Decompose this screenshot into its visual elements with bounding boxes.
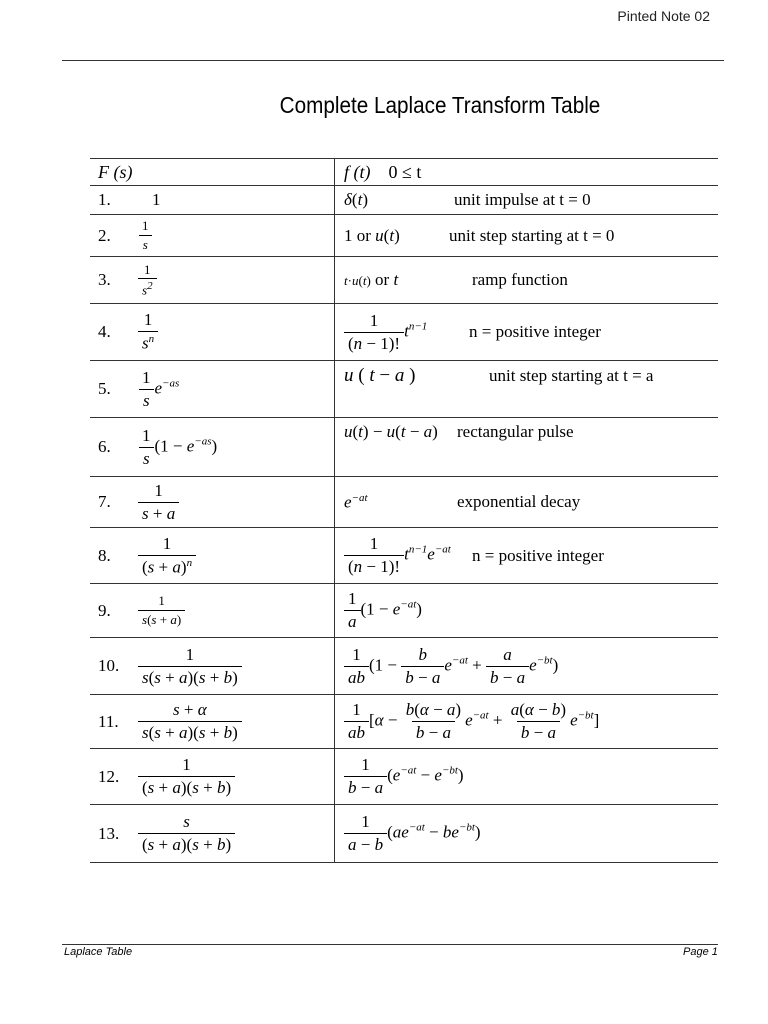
row-number: 1. — [98, 190, 111, 209]
table-row — [90, 749, 718, 805]
row-description: n = positive integer — [472, 545, 604, 565]
table-row — [90, 695, 718, 749]
time-cell: $\frac{1}{ab}$ [α − $\frac{b(\alpha - a)}{b - a}$ $e^{-at}$ + $\frac{a(\alpha - b)}{b - a}$ $e^{-bt}$] — [335, 695, 719, 749]
table-row — [90, 584, 718, 638]
time-cell: t·u(t) or t ramp function — [335, 257, 719, 304]
table-row — [90, 304, 718, 361]
header-note: Pinted Note 02 — [617, 8, 710, 24]
row-description: n = positive integer — [469, 322, 601, 341]
time-cell: $\frac{1}{(n - 1)!}$ $t^{n-1}e^{-at}$ n = positive integer — [335, 528, 719, 584]
time-cell: 1 or u(t) unit step starting at t = 0 — [335, 215, 719, 257]
transform-cell: 9. 1 s(s + a) — [90, 584, 335, 638]
row-description: exponential decay — [457, 492, 581, 511]
transform-cell: 5. $\frac{1}{s}$ $e^{-as}$ — [90, 361, 335, 418]
row-number: 11. — [98, 711, 119, 731]
transform-cell: 3. 1 $s^2$ — [90, 257, 335, 304]
transform-cell: 4. 1 $s^n$ — [90, 304, 335, 361]
row-number: 4. — [98, 322, 111, 341]
row-number: 2. — [98, 225, 111, 245]
time-cell: $\frac{1}{a}$ $(1 - e^{-at})$ — [335, 584, 719, 638]
table-row — [90, 638, 718, 695]
row-description: unit step starting at t = a — [489, 366, 654, 385]
col-t-label: f (t) — [344, 161, 371, 182]
table-row — [90, 361, 718, 418]
transform-cell: 13. s (s + a)(s + b) — [90, 805, 335, 863]
row-number: 13. — [98, 823, 120, 843]
table-row — [90, 186, 718, 215]
table-row — [90, 257, 718, 304]
row-number: 5. — [98, 379, 111, 398]
row-number: 3. — [98, 269, 111, 289]
time-cell: u ( t − a ) unit step starting at t = a — [335, 361, 719, 418]
table-row — [90, 528, 718, 584]
col-t-header — [335, 159, 719, 186]
table-row — [90, 805, 718, 863]
page-number: Page 1 — [683, 946, 718, 958]
time-cell: δ(t) unit impulse at t = 0 — [335, 186, 719, 215]
table-row — [90, 418, 718, 477]
row-number: 10. — [98, 656, 120, 675]
transform-cell: 7. 1 s + a — [90, 477, 335, 528]
row-description: unit step starting at t = 0 — [449, 225, 615, 245]
col-t-range: 0 ≤ t — [388, 161, 422, 182]
transform-cell: 2. 1 s — [90, 215, 335, 257]
time-cell: $\frac{1}{b - a}$ $(e^{-at} - e^{-bt})$ — [335, 749, 719, 805]
transform-cell: 1. 1 — [90, 186, 335, 215]
footer-left-label: Laplace Table — [64, 946, 133, 958]
transform-cell: 10. 1 s(s + a)(s + b) — [90, 638, 335, 695]
row-number: 8. — [98, 545, 111, 565]
transform-cell: 8. 1 $(s + a)^n$ — [90, 528, 335, 584]
page-title: Complete Laplace Transform Table — [279, 92, 601, 118]
col-f-header — [90, 159, 335, 186]
table-header-row — [90, 159, 718, 186]
header-divider — [62, 60, 724, 61]
time-cell: $\frac{1}{ab}$ (1 − $\frac{b}{b - a}$ $e^{-at}$ + $\frac{a}{b - a}$ $e^{-bt}$) — [335, 638, 719, 695]
row-description: ramp function — [472, 270, 568, 289]
transform-cell: 6. $\frac{1}{s}$ $(1 - e^{-as})$ — [90, 418, 335, 477]
transform-cell: 11. s + α s(s + a)(s + b) — [90, 695, 335, 749]
footer-divider — [62, 944, 718, 945]
time-cell: $\frac{1}{a - b}$ $(ae^{-at} - be^{-bt})$ — [335, 805, 719, 863]
row-description: rectangular pulse — [457, 422, 574, 441]
row-number: 7. — [98, 492, 111, 511]
col-f-label: F (s) — [98, 161, 133, 182]
time-cell: $e^{-at}$ exponential decay — [335, 477, 719, 528]
row-description: unit impulse at t = 0 — [454, 190, 591, 209]
transform-cell: 12. 1 (s + a)(s + b) — [90, 749, 335, 805]
time-cell: u(t) − u(t − a) rectangular pulse — [335, 418, 719, 477]
row-number: 6. — [98, 437, 111, 456]
table-row — [90, 477, 718, 528]
time-cell: $\frac{1}{(n - 1)!}$ $t^{n-1}$ n = positive integer — [335, 304, 719, 361]
row-number: 12. — [98, 766, 120, 786]
table-row — [90, 215, 718, 257]
laplace-table — [90, 158, 718, 863]
row-number: 9. — [98, 600, 111, 620]
